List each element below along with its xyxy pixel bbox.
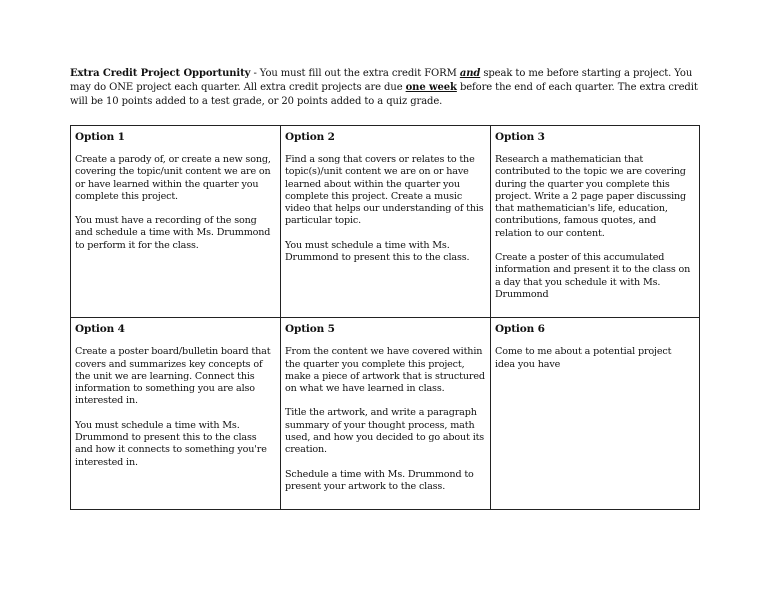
intro-text-2: speak to me before starting a project. You may do ONE project each quarter. All extra credit projects are due (70, 68, 693, 93)
option-6-cell (491, 318, 700, 510)
option-1-title: Option 1 (75, 131, 125, 143)
options-row-1 (71, 126, 700, 318)
option-6-paragraph-1: Come to me about a potential project idea you have (495, 346, 672, 370)
option-4-paragraph-2: You must schedule a time with Ms. Drummond to present this to the class and how it connects to something you're interested in. (75, 419, 267, 468)
option-2-title: Option 2 (285, 131, 335, 143)
option-5-paragraph-1: From the content we have covered within the quarter you complete this project, make a piece of artwork that is structured on what we have learned in class. (285, 346, 485, 395)
option-2-paragraph-1: Find a song that covers or relates to the topic(s)/unit content we are on or have learned about within the quarter you complete this project. Create a music video that helps our understanding of this particular topic. (285, 154, 484, 227)
intro-paragraph (70, 67, 700, 109)
option-3-paragraph-2: Create a poster of this accumulated information and present it to the class on a day that you schedule it with Ms. Drummond (495, 252, 691, 300)
option-4-title: Option 4 (75, 323, 125, 336)
option-3-title: Option 3 (495, 131, 545, 143)
option-1-paragraph-2: You must have a recording of the song and schedule a time with Ms. Drummond to perform it for the class. (75, 215, 271, 251)
option-3-paragraph-1: Research a mathematician that contributed to the topic we are covering during the quarter you complete this project. Write a 2 page paper discussing that mathematician's life, education, contributions, famous quotes, and relation to our content. (495, 154, 687, 239)
option-5-paragraph-3: Schedule a time with Ms. Drummond to present your artwork to the class. (285, 468, 474, 492)
option-6-title: Option 6 (495, 323, 545, 336)
document-heading: Extra Credit Project Opportunity (70, 68, 251, 79)
option-3-cell (491, 126, 700, 318)
intro-text-3: before the end of each quarter. The extra credit will be 10 points added to a test grade, or 20 points added to a quiz grade. (70, 82, 698, 107)
option-1-paragraph-1: Create a parody of, or create a new song, covering the topic/unit content we are on or have learned within the quarter you complete this project. (75, 154, 271, 202)
option-1-cell (71, 126, 281, 318)
option-4-cell (71, 318, 281, 510)
options-table (70, 125, 700, 510)
option-5-title: Option 5 (285, 323, 335, 336)
option-4-paragraph-1: Create a poster board/bulletin board that covers and summarizes key concepts of the unit we are learning. Connect this information to something you are also interested in. (75, 346, 271, 407)
one-week-emphasis: one week (405, 82, 457, 93)
and-emphasis: and (459, 68, 481, 79)
option-2-cell (281, 126, 491, 318)
option-5-paragraph-2: Title the artwork, and write a paragraph summary of your thought process, math used, and how you decided to go about its creation. (285, 407, 485, 456)
option-5-cell (281, 318, 491, 510)
options-row-2 (71, 318, 700, 510)
intro-text-1: - You must fill out the extra credit FORM (250, 68, 460, 79)
option-2-paragraph-2: You must schedule a time with Ms. Drummond to present this to the class. (285, 239, 470, 264)
